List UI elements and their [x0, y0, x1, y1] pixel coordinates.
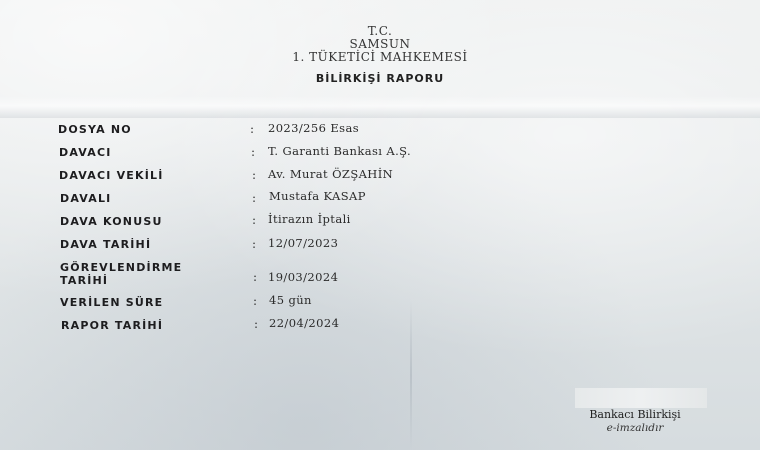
label-davali: DAVALI [60, 192, 112, 205]
signature-role: Bankacı Bilirkişi [589, 408, 681, 421]
colon: : [250, 122, 255, 136]
colon: : [252, 168, 257, 182]
colon: : [252, 237, 257, 251]
label-gorevlendirme-tarihi: GÖREVLENDİRME TARİHİ [60, 261, 183, 287]
colon: : [253, 294, 258, 308]
value-dosya-no: 2023/256 Esas [268, 121, 360, 135]
label-davaci-vekili: DAVACI VEKİLİ [59, 169, 164, 182]
label-dava-tarihi: DAVA TARİHİ [60, 238, 152, 251]
value-verilen-sure: 45 gün [269, 293, 312, 307]
colon: : [251, 145, 256, 159]
value-davali: Mustafa KASAP [269, 189, 366, 203]
signature-note: e-imzalıdır [606, 422, 664, 434]
value-gorevlendirme-tarihi: 19/03/2024 [268, 270, 339, 284]
label-davaci: DAVACI [59, 146, 112, 159]
value-rapor-tarihi: 22/04/2024 [269, 316, 340, 330]
colon: : [252, 191, 257, 205]
colon: : [254, 317, 259, 331]
colon: : [252, 213, 257, 227]
value-dava-tarihi: 12/07/2023 [268, 236, 339, 250]
header-tc: T.C. [367, 24, 393, 38]
value-davaci: T. Garanti Bankası A.Ş. [268, 144, 412, 158]
value-davaci-vekili: Av. Murat ÖZŞAHİN [268, 167, 394, 181]
label-rapor-tarihi: RAPOR TARİHİ [61, 319, 164, 332]
label-dosya-no: DOSYA NO [58, 123, 132, 136]
label-dava-konusu: DAVA KONUSU [60, 215, 163, 228]
value-dava-konusu: İtirazın İptali [268, 212, 351, 226]
report-title: BİLİRKİŞİ RAPORU [315, 72, 445, 85]
paper-crease [410, 300, 412, 450]
colon: : [253, 270, 258, 284]
redacted-name [575, 388, 707, 408]
header-court: 1. TÜKETİCİ MAHKEMESİ [292, 50, 468, 64]
header-city: SAMSUN [349, 37, 411, 51]
paper-fold [0, 96, 760, 118]
label-verilen-sure: VERİLEN SÜRE [60, 296, 164, 309]
